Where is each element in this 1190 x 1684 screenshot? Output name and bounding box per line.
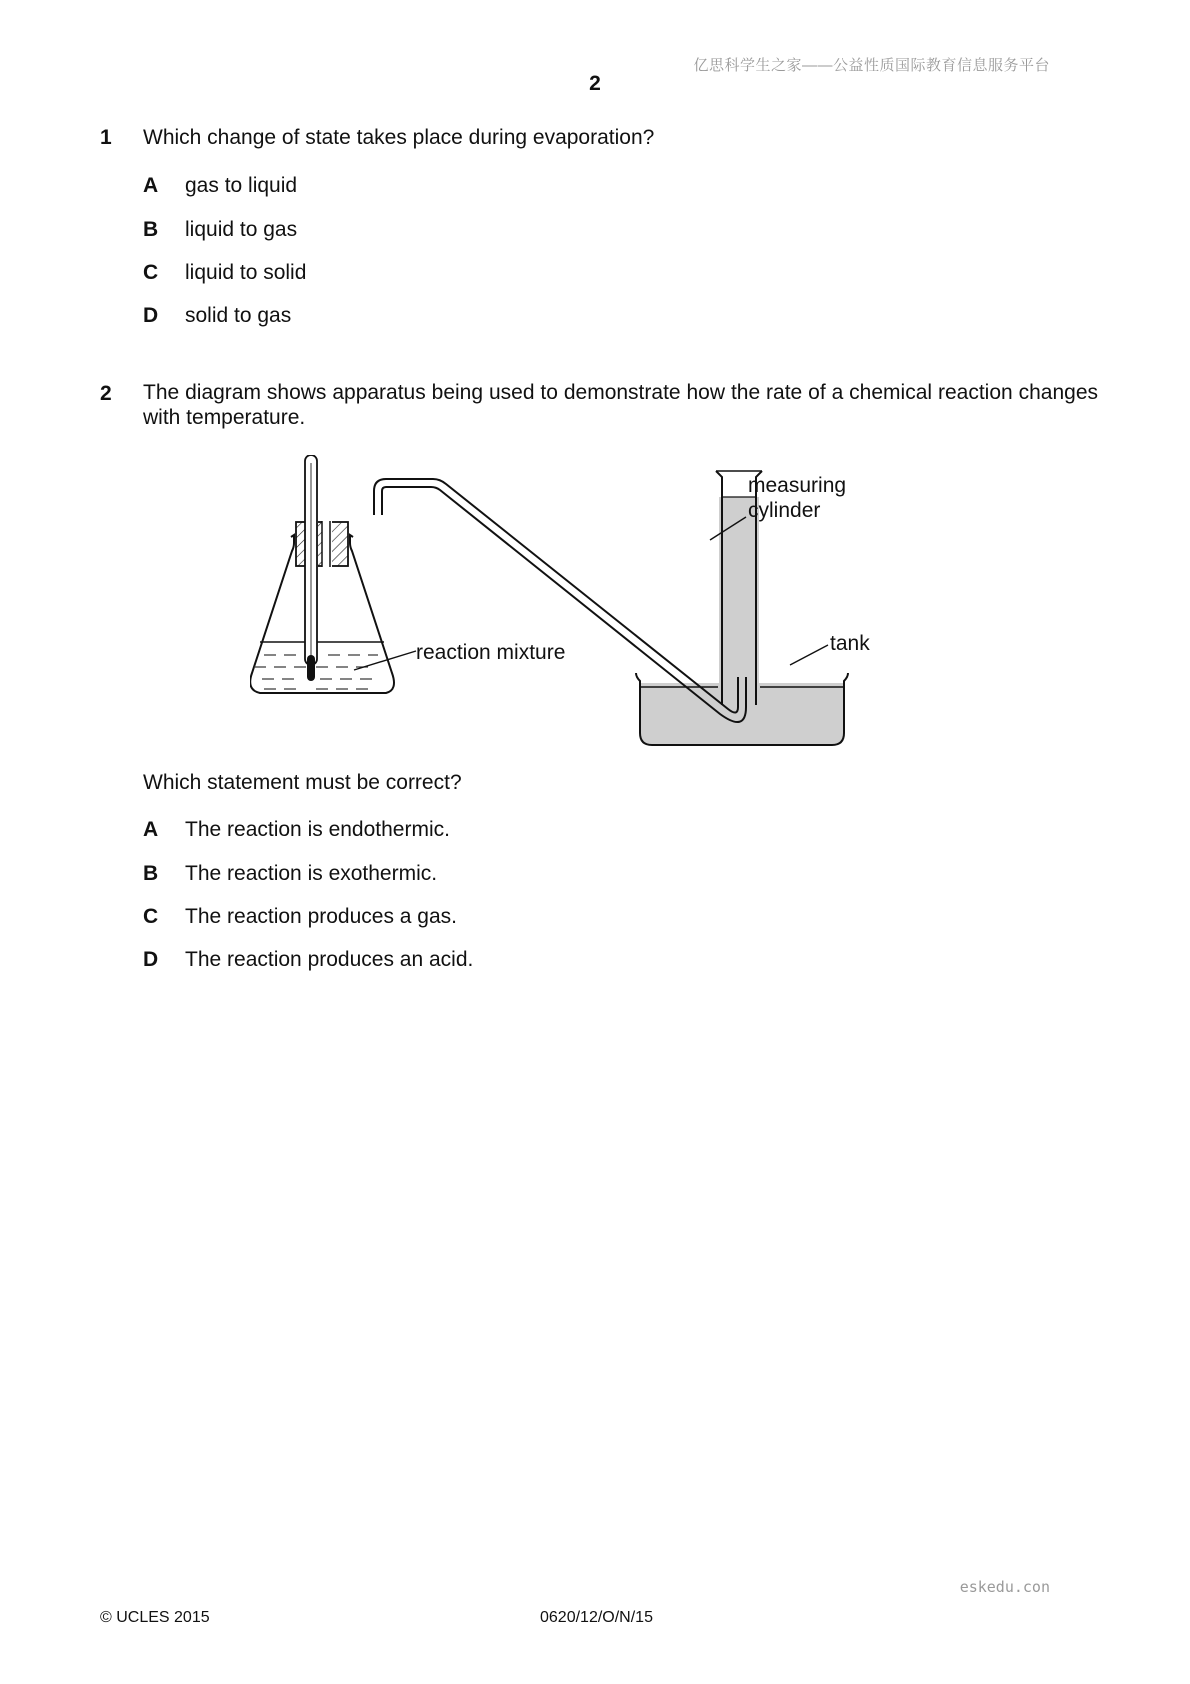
conical-flask — [250, 521, 440, 695]
label-tank: tank — [830, 631, 870, 655]
apparatus-diagram — [250, 455, 950, 755]
question-2-prompt: Which statement must be correct? — [143, 771, 462, 794]
question-1-number: 1 — [100, 126, 112, 149]
q2-option-a-text: The reaction is endothermic. — [185, 818, 450, 841]
q2-option-a-letter: A — [143, 818, 159, 841]
q1-option-d-letter: D — [143, 304, 159, 327]
label-measuring: measuring — [748, 473, 847, 497]
q1-option-c-text: liquid to solid — [185, 261, 307, 284]
footer-watermark: eskedu.con — [959, 1578, 1050, 1596]
q2-option-b-text: The reaction is exothermic. — [185, 862, 438, 885]
thermometer — [305, 455, 317, 681]
q2-option-c-letter: C — [143, 905, 159, 928]
q2-option-d-letter: D — [143, 948, 159, 971]
footer-paper-code: 0620/12/O/N/15 — [540, 1609, 653, 1626]
footer-copyright: © UCLES 2015 — [100, 1609, 210, 1626]
label-cylinder: cylinder — [748, 498, 821, 522]
q2-option-b-letter: B — [143, 862, 159, 885]
label-reaction-mixture: reaction mixture — [416, 640, 566, 664]
header-watermark: 亿思科学生之家——公益性质国际教育信息服务平台 — [693, 57, 1050, 74]
question-2-text: The diagram shows apparatus being used to demonstrate how the rate of a chemical reaction changes with temperature. — [143, 381, 1098, 429]
page-number: 2 — [589, 72, 601, 95]
q1-option-b-text: liquid to gas — [185, 218, 298, 241]
tank-leader-line — [790, 645, 828, 665]
q2-option-c-text: The reaction produces a gas. — [185, 905, 457, 928]
q1-option-b-letter: B — [143, 218, 159, 241]
q2-option-d-text: The reaction produces an acid. — [185, 948, 474, 971]
q1-option-d-text: solid to gas — [185, 304, 292, 327]
question-1-text: Which change of state takes place during evaporation? — [143, 126, 655, 149]
question-2-number: 2 — [100, 382, 112, 405]
q1-option-a-letter: A — [143, 174, 159, 197]
q1-option-c-letter: C — [143, 261, 159, 284]
q1-option-a-text: gas to liquid — [185, 174, 298, 197]
